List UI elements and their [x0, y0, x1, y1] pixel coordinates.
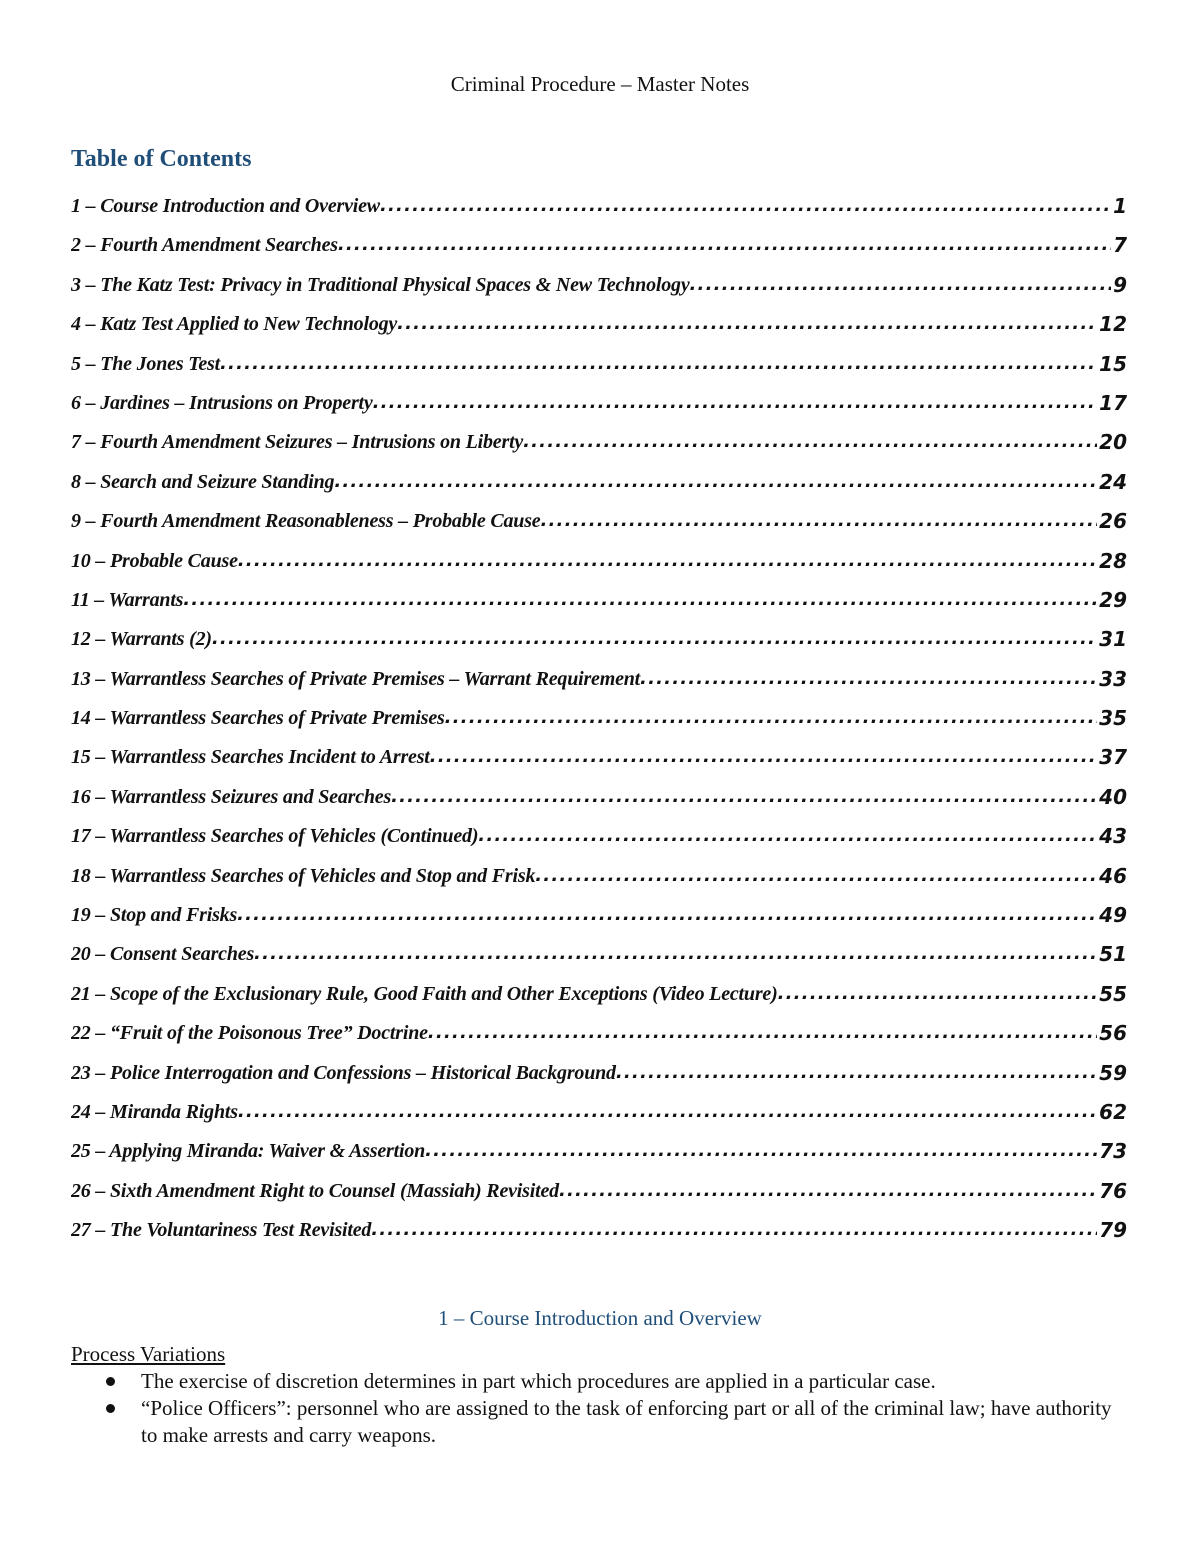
- toc-entry-page-number: 20: [1099, 430, 1127, 455]
- toc-entry-page-number: 56: [1099, 1021, 1127, 1046]
- toc-dot-leader: [338, 230, 1111, 260]
- toc-entry[interactable]: [71, 546, 1127, 585]
- toc-entry[interactable]: [71, 703, 1127, 742]
- toc-entry-label: 23 – Police Interrogation and Confessions – Historical Background: [71, 1061, 616, 1084]
- toc-entry[interactable]: [71, 861, 1127, 900]
- toc-entry-page-number: 35: [1099, 706, 1127, 731]
- toc-entry-label: 2 – Fourth Amendment Searches: [71, 234, 338, 257]
- toc-entry-page-number: 29: [1099, 587, 1127, 612]
- toc-entry[interactable]: [71, 624, 1127, 663]
- toc-entry-label: 24 – Miranda Rights: [71, 1100, 238, 1123]
- toc-entry[interactable]: [71, 309, 1127, 348]
- toc-dot-leader: [616, 1058, 1097, 1088]
- toc-entry[interactable]: [71, 1176, 1127, 1215]
- toc-entry-page-number: 7: [1113, 233, 1127, 258]
- toc-entry-label: 20 – Consent Searches: [71, 943, 255, 966]
- toc-entry[interactable]: [71, 1097, 1127, 1136]
- toc-entry-label: 14 – Warrantless Searches of Private Premises: [71, 707, 445, 730]
- toc-dot-leader: [220, 349, 1097, 379]
- toc-entry-page-number: 79: [1099, 1218, 1127, 1243]
- toc-entry-label: 1 – Course Introduction and Overview: [71, 195, 380, 217]
- toc-dot-leader: [237, 900, 1097, 930]
- toc-entry-page-number: 37: [1099, 745, 1127, 770]
- toc-entry-page-number: 9: [1113, 272, 1127, 297]
- toc-dot-leader: [430, 742, 1097, 772]
- toc-entry[interactable]: [71, 900, 1127, 939]
- section-heading: 1 – Course Introduction and Overview: [438, 1306, 762, 1330]
- toc-entry-page-number: 26: [1099, 509, 1127, 534]
- toc-entry-label: 9 – Fourth Amendment Reasonableness – Probable Cause: [71, 510, 541, 533]
- toc-dot-leader: [212, 624, 1097, 654]
- toc-entry[interactable]: [71, 1136, 1127, 1175]
- toc-entry-page-number: 73: [1099, 1139, 1127, 1164]
- toc-entry[interactable]: [71, 664, 1127, 703]
- toc-entry-page-number: 49: [1099, 903, 1127, 928]
- toc-dot-leader: [428, 1018, 1097, 1048]
- bullet-item: [71, 1368, 1131, 1395]
- toc-entry-label: 13 – Warrantless Searches of Private Premises – Warrant Requirement: [71, 667, 641, 690]
- toc-entry[interactable]: [71, 427, 1127, 466]
- toc-entry-page-number: 51: [1099, 942, 1127, 967]
- toc-entry-page-number: 59: [1099, 1060, 1127, 1085]
- toc-entry-label: 11 – Warrants: [71, 588, 184, 611]
- toc-entry[interactable]: [71, 1215, 1127, 1254]
- toc-dot-leader: [371, 1215, 1097, 1245]
- toc-dot-leader: [373, 388, 1098, 418]
- toc-entry[interactable]: [71, 979, 1127, 1018]
- toc-entry-page-number: 31: [1099, 627, 1127, 652]
- toc-entry-label: 8 – Search and Seizure Standing: [71, 470, 335, 493]
- bullet-list: [71, 1368, 1131, 1449]
- toc-entry[interactable]: [71, 388, 1127, 427]
- toc-dot-leader: [445, 703, 1098, 733]
- toc-entry-page-number: 1: [1113, 194, 1127, 218]
- toc-entry[interactable]: [71, 742, 1127, 781]
- toc-dot-leader: [183, 585, 1097, 615]
- toc-entry-label: 22 – “Fruit of the Poisonous Tree” Doctrine: [71, 1022, 428, 1045]
- toc-entry-label: 15 – Warrantless Searches Incident to Arrest: [71, 746, 430, 769]
- toc-dot-leader: [540, 506, 1097, 536]
- toc-entry[interactable]: [71, 270, 1127, 309]
- toc-entry-page-number: 33: [1099, 666, 1127, 691]
- toc-entry-page-number: 24: [1099, 469, 1127, 494]
- toc-dot-leader: [425, 1136, 1097, 1166]
- toc-entry[interactable]: [71, 349, 1127, 388]
- bullet-dot-icon: [106, 1377, 115, 1386]
- toc-dot-leader: [523, 427, 1097, 457]
- toc-entry-label: 4 – Katz Test Applied to New Technology: [71, 313, 398, 336]
- toc-entry[interactable]: [71, 467, 1127, 506]
- toc-entry[interactable]: [71, 939, 1127, 978]
- toc-dot-leader: [238, 546, 1097, 576]
- bullet-text: “Police Officers”: personnel who are assigned to the task of enforcing part or all of the criminal law; have authority to make arrests and carry weapons.: [141, 1396, 1112, 1447]
- toc-entry-page-number: 15: [1099, 351, 1127, 376]
- bullet-text: The exercise of discretion determines in part which procedures are applied in a particular case.: [141, 1369, 936, 1393]
- toc-entry-label: 21 – Scope of the Exclusionary Rule, Good Faith and Other Exceptions (Video Lecture): [71, 982, 778, 1005]
- toc-entry[interactable]: [71, 506, 1127, 545]
- toc-entry-label: 25 – Applying Miranda: Waiver & Assertion: [71, 1140, 426, 1163]
- toc-entry-page-number: 62: [1099, 1099, 1127, 1124]
- toc-dot-leader: [690, 270, 1112, 300]
- toc-entry-label: 5 – The Jones Test: [71, 352, 220, 375]
- toc-entry-label: 16 – Warrantless Seizures and Searches: [71, 785, 392, 808]
- toc-dot-leader: [640, 664, 1097, 694]
- toc-entry[interactable]: [71, 191, 1127, 230]
- toc-entry-label: 10 – Probable Cause: [71, 549, 238, 572]
- toc-entry-label: 18 – Warrantless Searches of Vehicles and Stop and Frisk: [71, 864, 536, 887]
- toc-entry-label: 3 – The Katz Test: Privacy in Traditional Physical Spaces & New Technology: [71, 273, 690, 296]
- toc-entry-page-number: 46: [1099, 863, 1127, 888]
- toc-dot-leader: [380, 191, 1111, 221]
- toc-entry[interactable]: [71, 782, 1127, 821]
- toc-entry[interactable]: [71, 585, 1127, 624]
- toc-dot-leader: [559, 1176, 1097, 1206]
- toc-entry-label: 27 – The Voluntariness Test Revisited: [71, 1219, 372, 1242]
- toc-entry-page-number: 76: [1099, 1178, 1127, 1203]
- toc-dot-leader: [778, 979, 1098, 1009]
- toc-dot-leader: [334, 467, 1097, 497]
- toc-entry-page-number: 40: [1099, 784, 1127, 809]
- toc-dot-leader: [478, 821, 1097, 851]
- toc-dot-leader: [391, 782, 1097, 812]
- bullet-item: [71, 1395, 1131, 1449]
- table-of-contents: [71, 191, 1127, 1255]
- toc-entry-page-number: 12: [1099, 312, 1127, 337]
- toc-heading: Table of Contents: [71, 146, 252, 172]
- toc-entry[interactable]: [71, 821, 1127, 860]
- bullet-dot-icon: [106, 1404, 115, 1413]
- toc-dot-leader: [397, 309, 1097, 339]
- toc-entry-label: 26 – Sixth Amendment Right to Counsel (Massiah) Revisited: [71, 1179, 559, 1202]
- toc-entry[interactable]: [71, 1018, 1127, 1057]
- toc-dot-leader: [238, 1097, 1097, 1127]
- toc-entry-label: 17 – Warrantless Searches of Vehicles (Continued): [71, 825, 479, 848]
- toc-entry[interactable]: [71, 1058, 1127, 1097]
- toc-dot-leader: [254, 939, 1097, 969]
- toc-entry-page-number: 17: [1099, 390, 1127, 415]
- subsection-heading: Process Variations: [71, 1342, 226, 1366]
- toc-entry-page-number: 28: [1099, 548, 1127, 573]
- toc-entry-label: 6 – Jardines – Intrusions on Property: [71, 391, 373, 414]
- toc-entry-page-number: 55: [1099, 981, 1127, 1006]
- toc-dot-leader: [535, 861, 1097, 891]
- toc-entry[interactable]: [71, 230, 1127, 269]
- toc-entry-label: 12 – Warrants (2): [71, 628, 212, 651]
- toc-entry-label: 7 – Fourth Amendment Seizures – Intrusions on Liberty: [71, 431, 524, 454]
- toc-entry-label: 19 – Stop and Frisks: [71, 904, 238, 927]
- document-title: Criminal Procedure – Master Notes: [450, 72, 750, 96]
- toc-entry-page-number: 43: [1099, 824, 1127, 849]
